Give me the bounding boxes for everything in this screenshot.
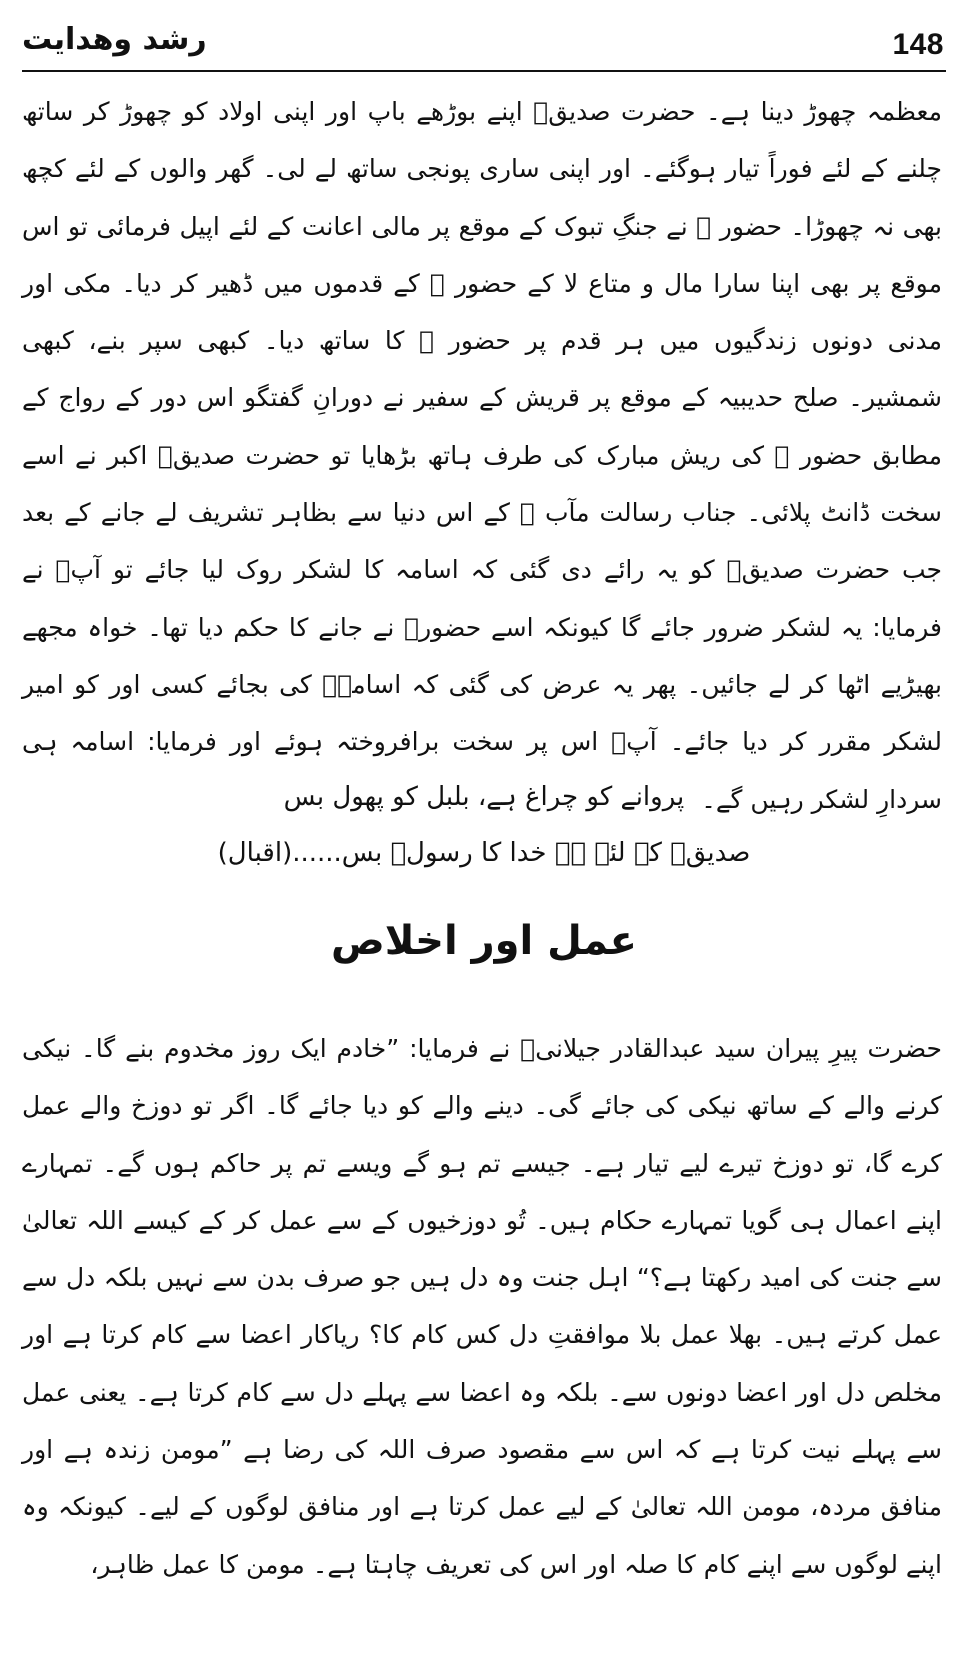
verse-line: صدیقؓ کے لئے ہے خدا کا رسولؐ بس......(اقبال) bbox=[217, 838, 751, 868]
page-number: 148 bbox=[892, 28, 944, 61]
body-paragraph: حضرت پیرِ پیران سید عبدالقادر جیلانیؒ نے فرمایا: ”خادم ایک روز مخدوم بنے گا۔ نیکی کرنے والے کے ساتھ نیکی کی جائے گی۔ دینے والے کو دیا جائے گا۔ اگر تو دوزخ والے عمل کرے گا، تو دوزخ تیرے لیے تیار ہے۔ جیسے تم ہو گے ویسے تم پر حاکم ہوں گے۔ تمہارے اپنے اعمال ہی گویا تمہارے حکام ہیں۔ تُو دوزخیوں کے سے عمل کر کے کیسے اللہ تعالیٰ سے جنت کی امید رکھتا ہے؟“ اہل جنت وہ دل ہیں جو صرف بدن سے نہیں بلکہ دل سے عمل کرتے ہیں۔ بھلا عمل بلا موافقتِ دل کس کام کا؟ ریاکار اعضا سے کام کرتا ہے اور مخلص دل اور اعضا دونوں سے۔ بلکہ وہ اعضا سے پہلے دل سے کام کرتا ہے۔ یعنی عمل سے پہلے نیت کرتا ہے کہ اس سے مقصود صرف اللہ کی رضا ہے ”مومن زندہ ہے اور منافق مردہ، مومن اللہ تعالیٰ کے لیے عمل کرتا ہے اور منافق لوگوں کے لیے۔ کیونکہ وہ اپنے لوگوں سے اپنے کام کا صلہ اور اس کی تعریف چاہتا ہے۔ مومن کا عمل ظاہر، bbox=[22, 1034, 942, 1579]
verse-line: پروانے کو چراغ ہے، بلبل کو پھول بس bbox=[283, 782, 685, 812]
section-heading: عمل اور اخلاص bbox=[330, 918, 637, 964]
running-title: رشد وھدایت bbox=[22, 22, 207, 57]
page-header bbox=[22, 22, 944, 70]
body-paragraph: معظمہ چھوڑ دینا ہے۔ حضرت صدیقؓ اپنے بوڑھے باپ اور اپنی اولاد کو چھوڑ کر ساتھ چلنے کے لئے فوراً تیار ہوگئے۔ اور اپنی ساری پونجی ساتھ لے لی۔ گھر والوں کے لئے کچھ بھی نہ چھوڑا۔ حضور ﷺ نے جنگِ تبوک کے موقع پر مالی اعانت کے لئے اپیل فرمائی تو اس موقع پر بھی اپنا سارا مال و متاع لا کے حضور ﷺ کے قدموں میں ڈھیر کر دیا۔ مکی اور مدنی دونوں زندگیوں میں ہر قدم پر حضور ﷺ کا ساتھ دیا۔ کبھی سپر بنے، کبھی شمشیر۔ صلح حدیبیہ کے موقع پر قریش کے سفیر نے دورانِ گفتگو اس دور کے رواج کے مطابق حضور ﷺ کی ریش مبارک کی طرف ہاتھ بڑھایا تو حضرت صدیقؓ اکبر نے اسے سخت ڈانٹ پلائی۔ جناب رسالت مآب ﷺ کے اس دنیا سے بظاہر تشریف لے جانے کے بعد جب حضرت صدیقؓ کو یہ رائے دی گئی کہ اسامہ کا لشکر روک لیا جائے تو آپؓ نے فرمایا: یہ لشکر ضرور جائے گا کیونکہ اسے حضورؐ نے جانے کا حکم دیا تھا۔ خواہ مجھے بھیڑیے اٹھا کر لے جائیں۔ پھر یہ عرض کی گئی کہ اسامہؓ کی بجائے کسی اور کو امیر لشکر مقرر کر دیا جائے۔ آپؓ اس پر سخت برافروختہ ہوئے اور فرمایا: اسامہ ہی سردارِ لشکر رہیں گے۔ bbox=[22, 97, 942, 814]
header-rule bbox=[22, 70, 946, 72]
